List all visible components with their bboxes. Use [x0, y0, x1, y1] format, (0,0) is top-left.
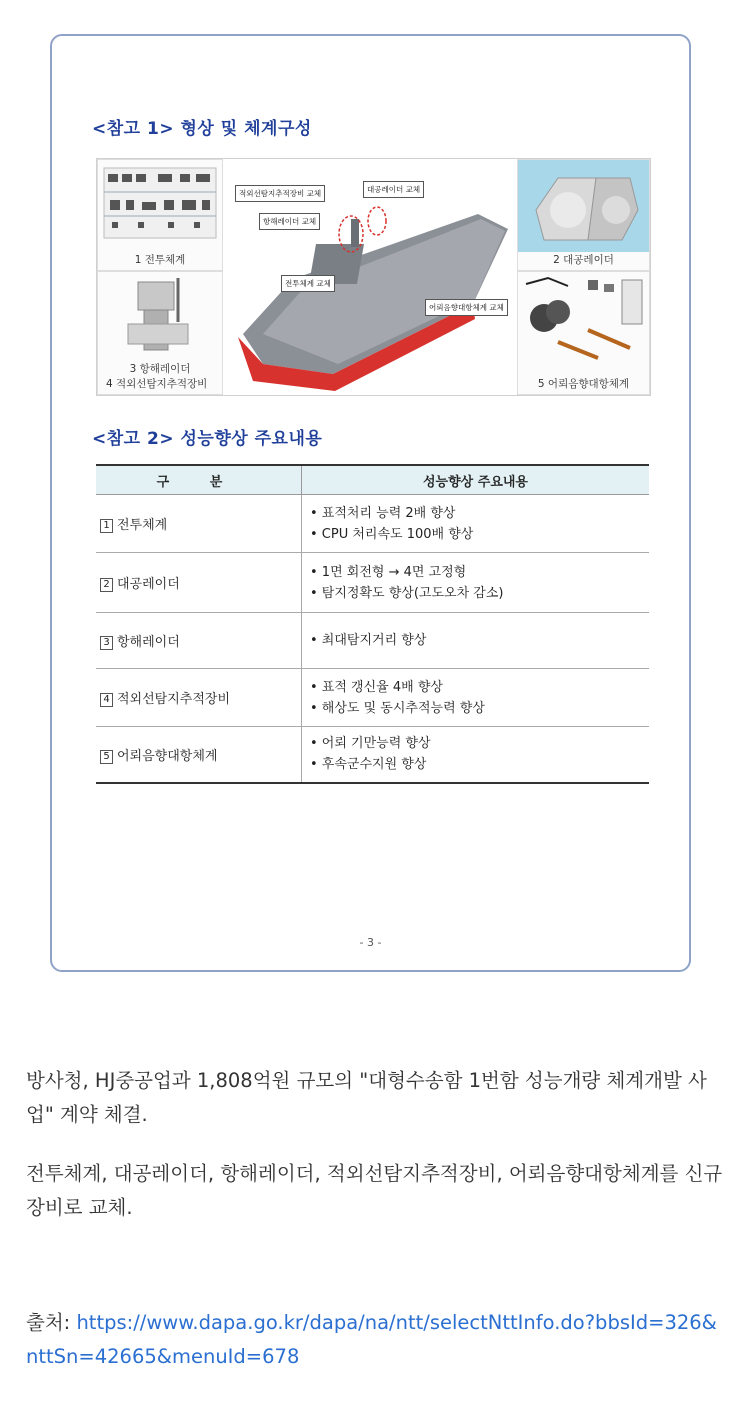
row-item: • 표적처리 능력 2배 향상 [310, 505, 456, 521]
row-item: • 표적 갱신율 4배 향상 [310, 679, 443, 695]
callout-air-radar: 대공레이더 교체 [363, 181, 424, 198]
row-number-box: 5 [100, 750, 113, 764]
header-category: 구 분 [96, 465, 302, 495]
row-name: 전투체계 [117, 518, 168, 533]
row-item: • 해상도 및 동시추적능력 향상 [310, 700, 485, 716]
table-row [96, 613, 649, 669]
header-content: 성능향상 주요내용 [302, 465, 650, 495]
caption-nav-radar: 3 항해레이더 [129, 363, 191, 375]
nav-radar-illustration [98, 272, 222, 358]
table-header-row [96, 465, 649, 495]
table-row [96, 495, 649, 553]
row-name: 대공레이더 [117, 577, 180, 592]
callout-sonar: 어뢰음향대항체계 교체 [425, 299, 508, 316]
ref2-heading: <참고 2> 성능향상 주요내용 [92, 429, 323, 449]
source-line [26, 1306, 726, 1374]
row-number-box: 3 [100, 636, 113, 650]
post-paragraph-1: 방사청, HJ중공업과 1,808억원 규모의 "대형수송함 1번함 성능개량 체계개발 사업" 계약 체결. [26, 1069, 707, 1126]
source-link[interactable]: https://www.dapa.go.kr/dapa/na/ntt/selectNttInfo.do?bbsId=326&nttSn=42665&menuId=678 [26, 1311, 717, 1368]
row-number-box: 4 [100, 693, 113, 707]
table-row [96, 553, 649, 613]
air-radar-panel [517, 159, 650, 271]
row-item: • 탐지정확도 향상(고도오차 감소) [310, 585, 504, 601]
air-radar-illustration [518, 160, 649, 252]
callout-nav-radar: 항해레이더 교체 [259, 213, 320, 230]
row-name: 항해레이더 [117, 635, 180, 650]
row-item: • 1면 회전형 → 4면 고정형 [310, 564, 467, 580]
row-item: • 어뢰 기만능력 향상 [310, 736, 431, 752]
sonar-panel [517, 271, 650, 395]
combat-system-panel [97, 159, 223, 271]
row-item: • 최대탐지거리 향상 [310, 633, 427, 648]
row-name: 적외선탐지추적장비 [117, 692, 231, 707]
caption-irst: 4 적외선탐지추적장비 [106, 378, 208, 390]
table-row [96, 727, 649, 783]
performance-table [96, 464, 649, 784]
row-item: • 후속군수지원 향상 [310, 757, 427, 773]
torpedo-countermeasure-illustration [518, 272, 649, 372]
source-label: 출처: [26, 1311, 77, 1334]
row-item: • CPU 처리속도 100배 향상 [310, 526, 474, 542]
page-number: - 3 - [359, 936, 382, 949]
callout-irst: 적외선탐지추적장비 교체 [235, 185, 325, 202]
table-row [96, 669, 649, 727]
ship-panel [223, 159, 517, 395]
row-name: 어뢰음향대항체계 [117, 748, 218, 764]
post-paragraph-2: 전투체계, 대공레이더, 항해레이더, 적외선탐지추적장비, 어뢰음향대항체계를 신규장비로 교체. [26, 1162, 723, 1219]
document-card [50, 34, 691, 972]
callout-combat: 전투체계 교체 [281, 275, 335, 292]
row-number-box: 1 [100, 519, 113, 533]
nav-radar-panel [97, 271, 223, 395]
caption-air-radar: 2 대공레이더 [553, 254, 614, 266]
caption-combat: 1 전투체계 [134, 254, 186, 266]
combat-console-diagram [98, 160, 222, 252]
configuration-figure [96, 158, 651, 396]
ref1-heading: <참고 1> 형상 및 체계구성 [92, 119, 312, 139]
caption-sonar: 5 어뢰음향대항체계 [537, 378, 630, 390]
row-number-box: 2 [100, 578, 113, 592]
